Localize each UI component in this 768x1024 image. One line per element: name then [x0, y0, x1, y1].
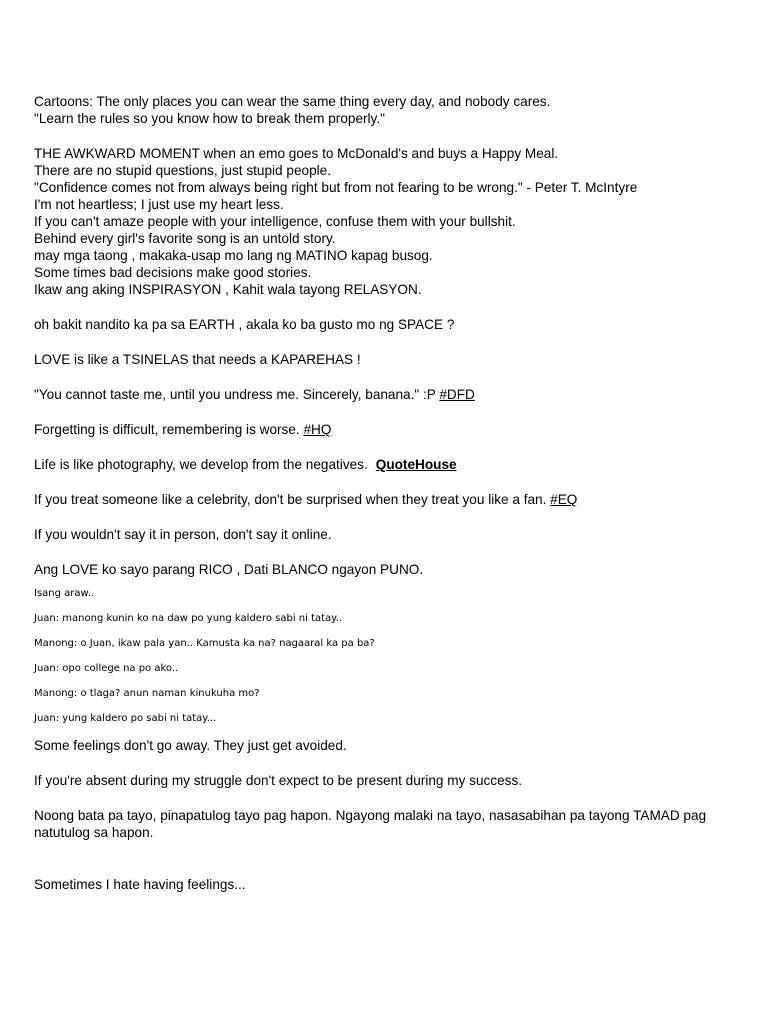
- quote-feelings: Some feelings don't go away. They just get avoided.: [34, 738, 347, 753]
- dialogue-line: Juan: opo college na po ako..: [34, 663, 179, 674]
- quote-tsinelas: LOVE is like a TSINELAS that needs a KAPAREHAS !: [34, 352, 361, 367]
- quote-banana: [34, 386, 734, 403]
- quote-forgetting-text: Forgetting is difficult, remembering is worse.: [34, 422, 304, 437]
- spacer: [34, 368, 734, 386]
- spacer: [34, 333, 734, 351]
- quote-celebrity: [34, 491, 734, 508]
- dialogue-line: Juan: yung kaldero po sabi ni tatay...: [34, 713, 217, 724]
- quote-amaze: If you can't amaze people with your intelligence, confuse them with your bullshit.: [34, 214, 516, 229]
- quote-photography-text: Life is like photography, we develop from the negatives.: [34, 457, 368, 472]
- quote-heartless: I'm not heartless; I just use my heart less.: [34, 197, 284, 212]
- quote-learn-rules: "Learn the rules so you know how to break them properly.": [34, 111, 385, 126]
- quote-earth: oh bakit nandito ka pa sa EARTH , akala ko ba gusto mo ng SPACE ?: [34, 317, 455, 332]
- quote-awkward-moment: THE AWKWARD MOMENT when an emo goes to McDonald's and buys a Happy Meal.: [34, 146, 559, 161]
- hashtag-hq-link[interactable]: #HQ: [303, 422, 332, 437]
- quote-rico: Ang LOVE ko sayo parang RICO , Dati BLANCO ngayon PUNO.: [34, 562, 424, 577]
- quotehouse-link[interactable]: QuoteHouse: [375, 457, 457, 472]
- quote-hate-feelings: Sometimes I hate having feelings...: [34, 877, 246, 892]
- quote-cartoons: Cartoons: The only places you can wear the same thing every day, and nobody cares.: [34, 94, 551, 109]
- quote-matino: may mga taong , makaka-usap mo lang ng MATINO kapag busog.: [34, 248, 433, 263]
- dialogue-line: Manong: o tlaga? anun naman kinukuha mo?: [34, 688, 260, 699]
- spacer: [34, 543, 734, 561]
- hashtag-eq-link[interactable]: #EQ: [550, 492, 578, 507]
- quote-bad-decisions: Some times bad decisions make good stories.: [34, 265, 312, 280]
- spacer: [34, 403, 734, 421]
- dialogue-line: Manong: o Juan, ikaw pala yan.. Kamusta ka na? nagaaral ka pa ba?: [34, 638, 375, 649]
- quote-banana-text: "You cannot taste me, until you undress me. Sincerely, banana." :P: [34, 387, 440, 402]
- quote-photography: [34, 456, 734, 473]
- quote-confidence: "Confidence comes not from always being right but from not fearing to be wrong." - Peter T. McIntyre: [34, 180, 638, 195]
- quote-inspirasyon: Ikaw ang aking INSPIRASYON , Kahit wala tayong RELASYON.: [34, 282, 422, 297]
- spacer: [34, 789, 734, 807]
- dialogue-line: Juan: manong kunin ko na daw po yung kaldero sabi ni tatay..: [34, 613, 343, 624]
- dialogue-line: Isang araw..: [34, 588, 95, 599]
- spacer: [34, 578, 734, 587]
- quote-celebrity-text: If you treat someone like a celebrity, don't be surprised when they treat you like a fan.: [34, 492, 551, 507]
- quote-online: If you wouldn't say it in person, don't say it online.: [34, 527, 332, 542]
- spacer: [34, 508, 734, 526]
- quote-stupid-questions: There are no stupid questions, just stupid people.: [34, 163, 331, 178]
- spacer: [34, 754, 734, 772]
- spacer: [34, 841, 734, 876]
- quote-bata: Noong bata pa tayo, pinapatulog tayo pag hapon. Ngayong malaki na tayo, nasasabihan pa tayong TAMAD pag natutulog sa hapon.: [34, 808, 707, 840]
- quote-untold-story: Behind every girl's favorite song is an untold story.: [34, 231, 336, 246]
- quote-absent: If you're absent during my struggle don't expect to be present during my success.: [34, 773, 523, 788]
- spacer: [34, 127, 734, 145]
- spacer: [34, 473, 734, 491]
- quote-forgetting: [34, 421, 734, 438]
- spacer: [34, 438, 734, 456]
- hashtag-dfd-link[interactable]: #DFD: [439, 387, 475, 402]
- dialogue-block: [34, 587, 734, 726]
- document-page: [34, 93, 734, 893]
- spacer: [34, 298, 734, 316]
